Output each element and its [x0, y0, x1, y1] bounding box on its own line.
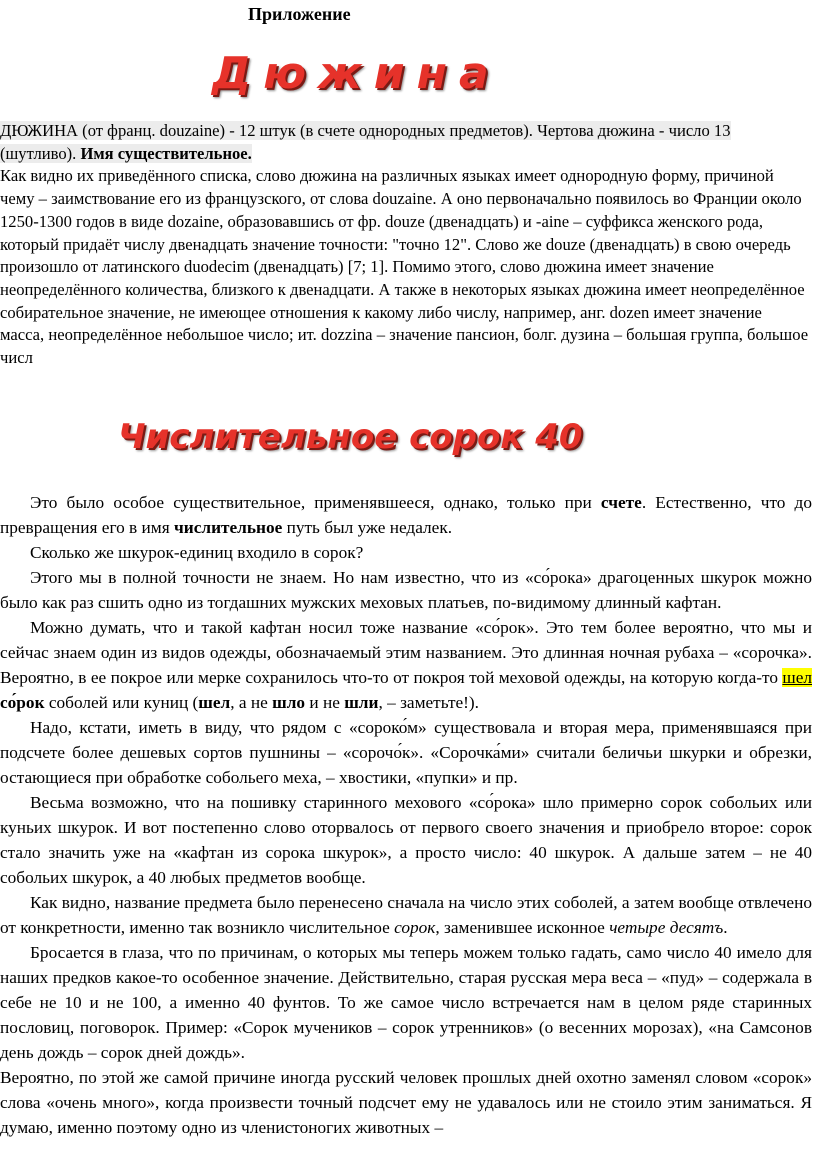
text-run: . — [723, 918, 728, 937]
text-run: соболей или куниц ( — [44, 693, 199, 712]
forty-section — [0, 490, 812, 1140]
bold-run: шел — [198, 693, 231, 712]
dozen-section — [0, 120, 810, 370]
text-run: Это было особое существительное, применявшееся, однако, только при — [30, 493, 601, 512]
definition-block — [0, 121, 731, 163]
text-run: и не — [305, 693, 345, 712]
paragraph-5: Надо, кстати, иметь в виду, что рядом с «сороко́м» существовала и вторая мера, применявшаяся при подсчете более дешевых сортов пушнины – «сорочо́к». «Сорочка́ми» считали беличьи шкурки и обрезки, остающиеся при обработке собольего меха, – хвостики, «пупки» и пр. — [0, 718, 812, 787]
text-run: Можно думать, что и такой кафтан носил тоже название «со́рок». Это тем более вероятно, что мы и сейчас знаем один из видов одежды, обозначаемый этим названием. Это длинная ночная рубаха – «сорочка». Вероятно, в ее покрое или мерке сохранилось что-то от покроя той меховой одежды, на которую когда-то — [0, 618, 812, 687]
paragraph-2: Сколько же шкурок-единиц входило в сорок? — [30, 543, 364, 562]
text-run: , а не — [230, 693, 273, 712]
highlighted-word: шел — [782, 668, 812, 687]
section-heading-forty: Числительное сорок 40 — [118, 417, 583, 457]
appendix-title: Приложение — [248, 4, 351, 24]
paragraph-8: Бросается в глаза, что по причинам, о которых мы теперь можем только гадать, само число 40 имело для наших предков какое-то особенное значение. Действительно, старая русская мера веса – «пуд» – содержала в себе не 10 и не 100, а именно 40 фунтов. То же самое число встречается нам в целом ряде старинных пословиц, поговорок. Пример: «Сорок мучеников – сорок утренников» (о весенних морозах), «на Самсонов день дождь – сорок дней дождь». — [0, 943, 812, 1062]
wordart-title: Дюжина — [212, 48, 501, 99]
text-run: Как видно, название предмета было перенесено сначала на число этих соболей, а затем вообще отвлечено от конкретности, именно так возникло числительное — [0, 893, 812, 937]
paragraph-6: Весьма возможно, что на пошивку старинного мехового «со́рока» шло примерно сорок собольих или куньих шкурок. И вот постепенно слово оторвалось от первого своего значения и приобрело второе: сорок стало значить уже на «кафтан из сорока шкурок», а просто число: 40 шкурок. А дальше затем – не 40 собольих шкурок, а 40 любых предметов вообще. — [0, 793, 812, 887]
text-run: , заменившее исконное — [435, 918, 610, 937]
bold-run: шло — [272, 693, 306, 712]
italic-run: четыре десятъ — [609, 918, 724, 937]
paragraph-1 — [0, 490, 812, 540]
dozen-body-text: Как видно их приведённого списка, слово дюжина на различных языках имеет однородную форму, причиной чему – заимствование его из французского, от слова douzaine. А оно первоначально появилось во Франции около 1250-1300 годов в виде dozaine, образовавшись от фр. douze (двенадцать) и -aine – суффикса женского рода, который придаёт числу двенадцать значение точности: "точно 12". Слово же douze (двенадцать) в свою очередь произошло от латинского duodecim (двенадцать) [7; 1]. Помимо этого, слово дюжина имеет значение неопределённого количества, близкого к двенадцати. А также в некоторых языках дюжина имеет неопределённое собирательное значение, не имеющее отношения к какому либо числу, например, анг. dozen имеет значение масса, неопределённое небольшое число; ит. dozzina – значение пансион, болг. дузина – большая группа, большое числ — [0, 166, 809, 368]
text-run: путь был уже недалек. — [282, 518, 453, 537]
italic-run: сорок — [394, 918, 436, 937]
paragraph-9: Вероятно, по этой же самой причине иногда русский человек прошлых дней охотно заменял словом «сорок» слова «очень много», когда произвести точный подсчет ему не удавалось или не стоило этим заниматься. Я думаю, именно поэтому одно из членистоногих животных – — [0, 1068, 812, 1137]
definition-text: ДЮЖИНА (от франц. douzaine) - 12 штук (в счете однородных предметов). Чертова дюжина - число 13 (шутливо). — [0, 121, 731, 163]
definition-part-of-speech: Имя существительное. — [80, 143, 252, 163]
bold-run: счете — [600, 493, 642, 512]
text-run: . Естественно, что до превращения его в имя — [0, 493, 812, 537]
bold-run: числительное — [174, 518, 283, 537]
bold-run: со́рок — [0, 693, 45, 712]
paragraph-4 — [0, 615, 812, 715]
paragraph-7 — [0, 890, 812, 940]
text-run: , – заметьте!). — [378, 693, 480, 712]
paragraph-3: Этого мы в полной точности не знаем. Но нам известно, что из «со́рока» драгоценных шкурок можно было как раз сшить одно из тогдашних мужских меховых платьев, по-видимому длинный кафтан. — [0, 568, 812, 612]
bold-run: шли — [344, 693, 379, 712]
